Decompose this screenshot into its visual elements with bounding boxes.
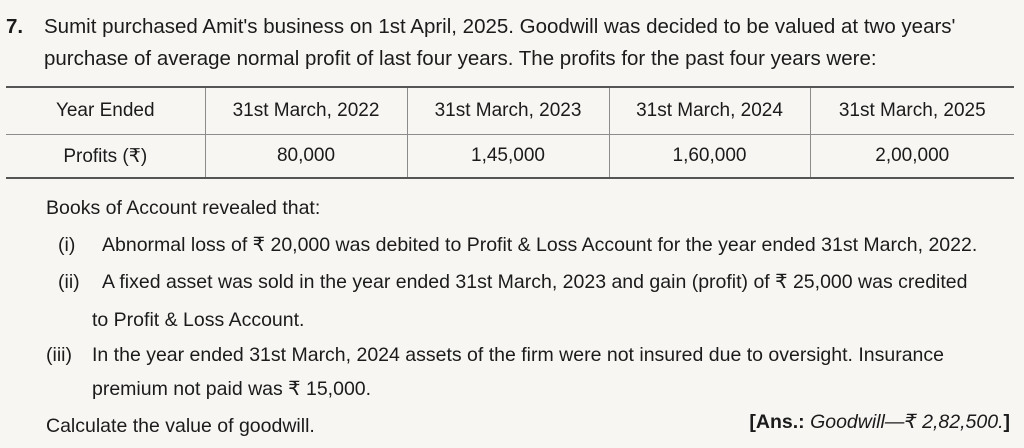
- table-header-cell: 31st March, 2023: [407, 87, 609, 135]
- list-item-text: Abnormal loss of ₹ 20,000 was debited to Profit & Loss Account for the year ended 31st March, 2022.: [102, 234, 978, 256]
- list-item-iii-cont: premium not paid was ₹ 15,000.: [92, 378, 372, 400]
- list-item-text: A fixed asset was sold in the year ended 31st March, 2023 and gain (profit) of ₹ 25,000 was credited: [102, 271, 968, 293]
- answer-open: [: [749, 411, 756, 433]
- table-header-cell: 31st March, 2022: [205, 87, 407, 135]
- question-text-1: Sumit purchased Amit's business on 1st April, 2025. Goodwill was decided to be valued at two years': [44, 15, 956, 38]
- table-cell: 2,00,000: [810, 135, 1014, 179]
- answer-prefix: Ans.:: [755, 411, 805, 433]
- list-item-i: [58, 233, 977, 257]
- list-item-label: (iii): [46, 344, 72, 366]
- table-cell: 1,60,000: [609, 135, 810, 179]
- table-header-cell: 31st March, 2025: [810, 87, 1014, 135]
- table-cell: 80,000: [205, 135, 407, 179]
- table-cell: 1,45,000: [407, 135, 609, 179]
- table-row: [6, 135, 1014, 179]
- table-cell: Profits (₹): [6, 135, 205, 179]
- list-item-ii-cont: to Profit & Loss Account.: [92, 309, 305, 331]
- books-intro: Books of Account revealed that:: [46, 197, 321, 219]
- question-number: 7.: [6, 15, 24, 38]
- profits-table: [6, 86, 1014, 179]
- answer-close: ]: [1003, 411, 1010, 433]
- list-item-ii: [58, 270, 968, 294]
- list-item-text: In the year ended 31st March, 2024 assets of the firm were not insured due to oversight. Insurance: [92, 344, 944, 366]
- question-line-1: [6, 14, 955, 40]
- question-line-2: purchase of average normal profit of last four years. The profits for the past four years were:: [44, 47, 877, 70]
- list-item-iii: [46, 343, 944, 367]
- list-item-label: (i): [58, 234, 76, 256]
- table-header-cell: 31st March, 2024: [609, 87, 810, 135]
- answer-text: Goodwill—₹ 2,82,500.: [810, 411, 1004, 433]
- instruction: Calculate the value of goodwill.: [46, 415, 315, 437]
- answer: [749, 410, 1010, 434]
- list-item-label: (ii): [58, 271, 80, 293]
- table-header-row: [6, 87, 1014, 135]
- table-header-cell: Year Ended: [6, 87, 205, 135]
